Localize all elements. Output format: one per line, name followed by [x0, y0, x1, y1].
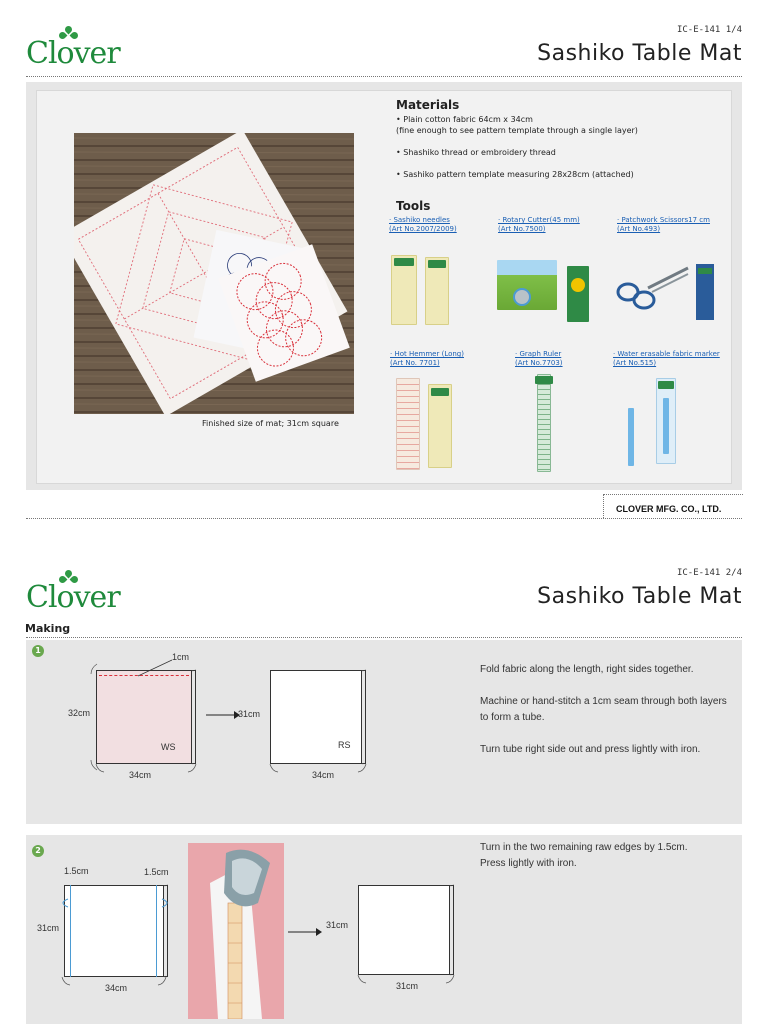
tool-art-link[interactable]: (Art No.2007/2009)	[389, 225, 457, 233]
tool-name-link[interactable]: · Water erasable fabric marker	[613, 350, 720, 358]
tool-name-link[interactable]: · Hot Hemmer (Long)	[390, 350, 464, 358]
tool-fabric-marker[interactable]	[613, 350, 733, 368]
page1-bottom-divider	[26, 518, 742, 519]
instruction-text: Turn in the two remaining raw edges by 1.5cm.	[480, 842, 688, 853]
finished-mat-photo	[74, 133, 354, 414]
arrow-right-icon	[206, 710, 240, 720]
tool-name-link[interactable]: · Graph Ruler	[515, 350, 562, 358]
graph-ruler-product-image	[535, 374, 553, 472]
header-divider	[26, 76, 742, 77]
seam-dim-label: 1cm	[172, 652, 190, 662]
section-heading: Making	[25, 622, 71, 635]
fold-line-right	[156, 885, 157, 977]
edge-dim-label: 1.5cm	[64, 866, 89, 876]
tool-art-link[interactable]: (Art No.7703)	[515, 359, 563, 367]
photo-caption: Finished size of mat; 31cm square	[202, 419, 339, 428]
doc-id: IC-E-141 1/4	[676, 25, 742, 35]
tool-art-link[interactable]: (Art No.493)	[617, 225, 661, 233]
result-side-edge	[450, 885, 454, 975]
width-dim-label: 34cm	[129, 770, 152, 780]
step-2-panel	[26, 835, 742, 1024]
step-number: 1	[32, 645, 44, 657]
fabric-edges-diagram	[64, 885, 164, 977]
tool-rotary-cutter[interactable]	[498, 216, 608, 234]
hot-hemmer-product-image	[396, 378, 456, 470]
tool-art-link[interactable]: (Art No. 7701)	[390, 359, 440, 367]
width-dim-label: 34cm	[105, 983, 128, 993]
section-divider	[26, 637, 742, 638]
height-dim-label: 31cm	[326, 920, 349, 930]
company-name: CLOVER MFG. CO., LTD.	[616, 504, 722, 514]
page-title: Sashiko Table Mat	[537, 584, 742, 609]
logo-text: Clover	[26, 580, 120, 615]
fabric-ws-diagram	[96, 670, 192, 764]
rs-label: RS	[338, 740, 351, 750]
fold-dim-label: 31cm	[238, 709, 261, 719]
tool-name-link[interactable]: · Rotary Cutter(45 mm)	[498, 216, 580, 224]
instruction-text: Turn tube right side out and press lightly with iron.	[480, 744, 701, 755]
clover-logo	[26, 566, 136, 616]
ironing-photo	[188, 843, 284, 1019]
width-dim-label: 31cm	[396, 981, 419, 991]
material-item: (fine enough to see pattern template through a single layer)	[396, 126, 638, 135]
width-dim-label: 34cm	[312, 770, 335, 780]
tool-art-link[interactable]: (Art No.7500)	[498, 225, 546, 233]
materials-heading: Materials	[396, 98, 460, 112]
needles-product-image	[391, 255, 451, 327]
tool-graph-ruler[interactable]	[515, 350, 605, 368]
instruction-text: Press lightly with iron.	[480, 858, 577, 869]
tools-heading: Tools	[396, 199, 431, 213]
fold-arrow-icon	[160, 897, 174, 909]
clover-logo	[26, 22, 136, 72]
doc-id: IC-E-141 2/4	[676, 568, 742, 578]
seam-pointer-line	[136, 658, 176, 678]
rotary-cutter-product-image	[497, 260, 593, 322]
footer-divider-top	[603, 494, 743, 495]
tool-name-link[interactable]: · Patchwork Scissors17 cm	[617, 216, 710, 224]
fold-arrow-icon	[56, 897, 70, 909]
height-dim-label: 31cm	[37, 923, 60, 933]
height-dim-label: 32cm	[68, 708, 91, 718]
material-item: • Shashiko thread or embroidery thread	[396, 148, 556, 157]
result-square-diagram	[358, 885, 450, 975]
fold-line-left	[70, 885, 71, 977]
tube-edge	[362, 670, 366, 764]
tool-name-link[interactable]: · Sashiko needles	[389, 216, 450, 224]
step-number: 2	[32, 845, 44, 857]
step-1-panel	[26, 640, 742, 824]
edge-dim-label: 1.5cm	[144, 867, 169, 877]
instruction-text: Machine or hand-stitch a 1cm seam through both layers to form a tube.	[480, 696, 727, 723]
tool-art-link[interactable]: (Art No.515)	[613, 359, 657, 367]
fabric-fold-edge	[192, 670, 196, 764]
arrow-right-icon	[288, 927, 322, 937]
material-item: • Sashiko pattern template measuring 28x28cm (attached)	[396, 170, 634, 179]
material-item: • Plain cotton fabric 64cm x 34cm	[396, 115, 533, 124]
logo-text: Clover	[26, 36, 120, 71]
scissors-product-image	[614, 262, 722, 322]
footer-divider-side	[603, 494, 604, 518]
instruction-text: Fold fabric along the length, right sides together.	[480, 664, 694, 675]
tool-patchwork-scissors[interactable]	[617, 216, 727, 234]
ws-label: WS	[161, 742, 176, 752]
page-title: Sashiko Table Mat	[537, 41, 742, 66]
tool-hot-hemmer[interactable]	[390, 350, 500, 368]
tool-sashiko-needles[interactable]	[389, 216, 489, 234]
height-bracket	[90, 662, 98, 772]
marker-product-image	[626, 378, 680, 468]
